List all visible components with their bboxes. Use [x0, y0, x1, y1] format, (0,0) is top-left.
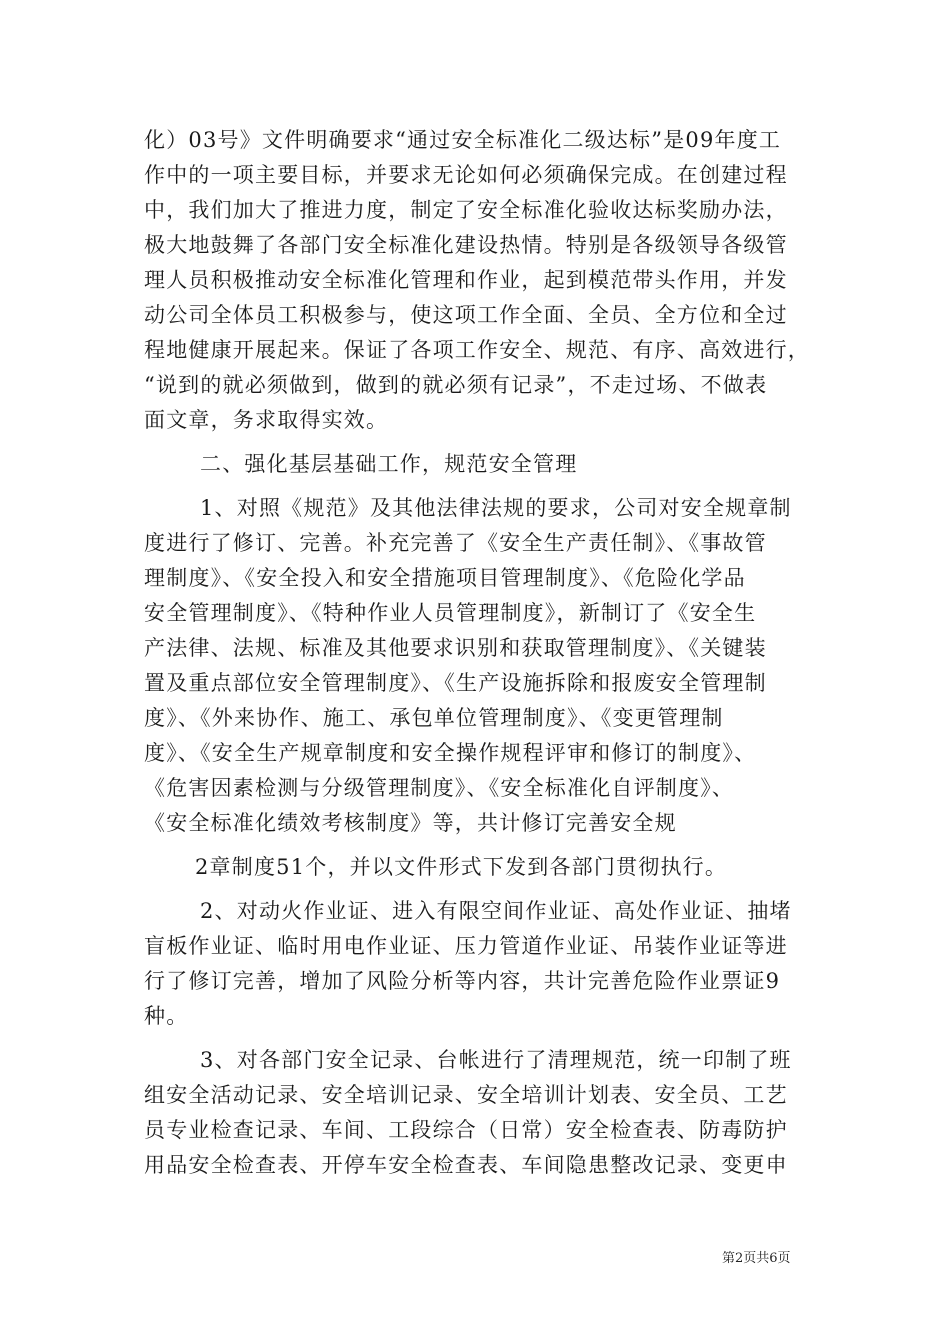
text-line: 理人员积极推动安全标准化管理和作业，起到模范带头作用，并发 — [144, 268, 788, 292]
text-line: 3、对各部门安全记录、台帐进行了清理规范，统一印制了班 — [200, 1048, 792, 1072]
text-line: 组安全活动记录、安全培训记录、安全培训计划表、安全员、工艺 — [144, 1083, 788, 1107]
text-line: 置及重点部位安全管理制度》、《生产设施拆除和报废安全管理制 — [144, 671, 767, 695]
text-line: 种。 — [144, 1004, 189, 1028]
text-line: 度》、《外来协作、施工、承包单位管理制度》、《变更管理制 — [144, 706, 724, 730]
text-line: 度进行了修订、完善。补充完善了《安全生产责任制》、《事故管 — [144, 531, 767, 555]
text-line: 安全管理制度》、《特种作业人员管理制度》，新制订了《安全生 — [144, 601, 757, 625]
text-line: 动公司全体员工积极参与，使这项工作全面、全员、全方位和全过 — [144, 303, 788, 327]
text-line: 用品安全检查表、开停车安全检查表、车间隐患整改记录、变更申 — [144, 1153, 788, 1177]
text-line: 《安全标准化绩效考核制度》等，共计修订完善安全规 — [144, 811, 677, 835]
text-line: 化）03号》文件明确要求“通过安全标准化二级达标”是09年度工 — [144, 128, 782, 152]
text-line: 行了修订完善，增加了风险分析等内容，共计完善危险作业票证9 — [144, 969, 781, 993]
text-line: “说到的就必须做到，做到的就必须有记录”，不走过场、不做表 — [144, 373, 768, 397]
section-heading: 二、强化基层基础工作，规范安全管理 — [200, 452, 578, 476]
text-line: 度》、《安全生产规章制度和安全操作规程评审和修订的制度》、 — [144, 741, 757, 765]
text-line: 盲板作业证、临时用电作业证、压力管道作业证、吊装作业证等进 — [144, 934, 788, 958]
text-line: 产法律、法规、标准及其他要求识别和获取管理制度》、《关键装 — [144, 636, 767, 660]
text-line: 面文章，务求取得实效。 — [144, 408, 389, 432]
text-line: 1、对照《规范》及其他法律法规的要求，公司对安全规章制 — [200, 496, 792, 520]
text-line: 中，我们加大了推进力度，制定了安全标准化验收达标奖励办法， — [144, 198, 788, 222]
text-line: 2、对动火作业证、进入有限空间作业证、高处作业证、抽堵 — [200, 899, 792, 923]
text-line: 作中的一项主要目标，并要求无论如何必须确保完成。在创建过程 — [144, 163, 788, 187]
text-line: 2章制度51个，并以文件形式下发到各部门贯彻执行。 — [195, 855, 728, 879]
text-line: 《危害因素检测与分级管理制度》、《安全标准化自评制度》、 — [144, 776, 735, 800]
text-line: 极大地鼓舞了各部门安全标准化建设热情。特别是各级领导各级管 — [144, 233, 788, 257]
text-line: 程地健康开展起来。保证了各项工作安全、规范、有序、高效进行， — [144, 338, 810, 362]
text-line: 员专业检查记录、车间、工段综合（日常）安全检查表、防毒防护 — [144, 1118, 788, 1142]
text-line: 理制度》、《安全投入和安全措施项目管理制度》、《危险化学品 — [144, 566, 746, 590]
page-indicator: 第2页共6页 — [722, 1251, 791, 1266]
